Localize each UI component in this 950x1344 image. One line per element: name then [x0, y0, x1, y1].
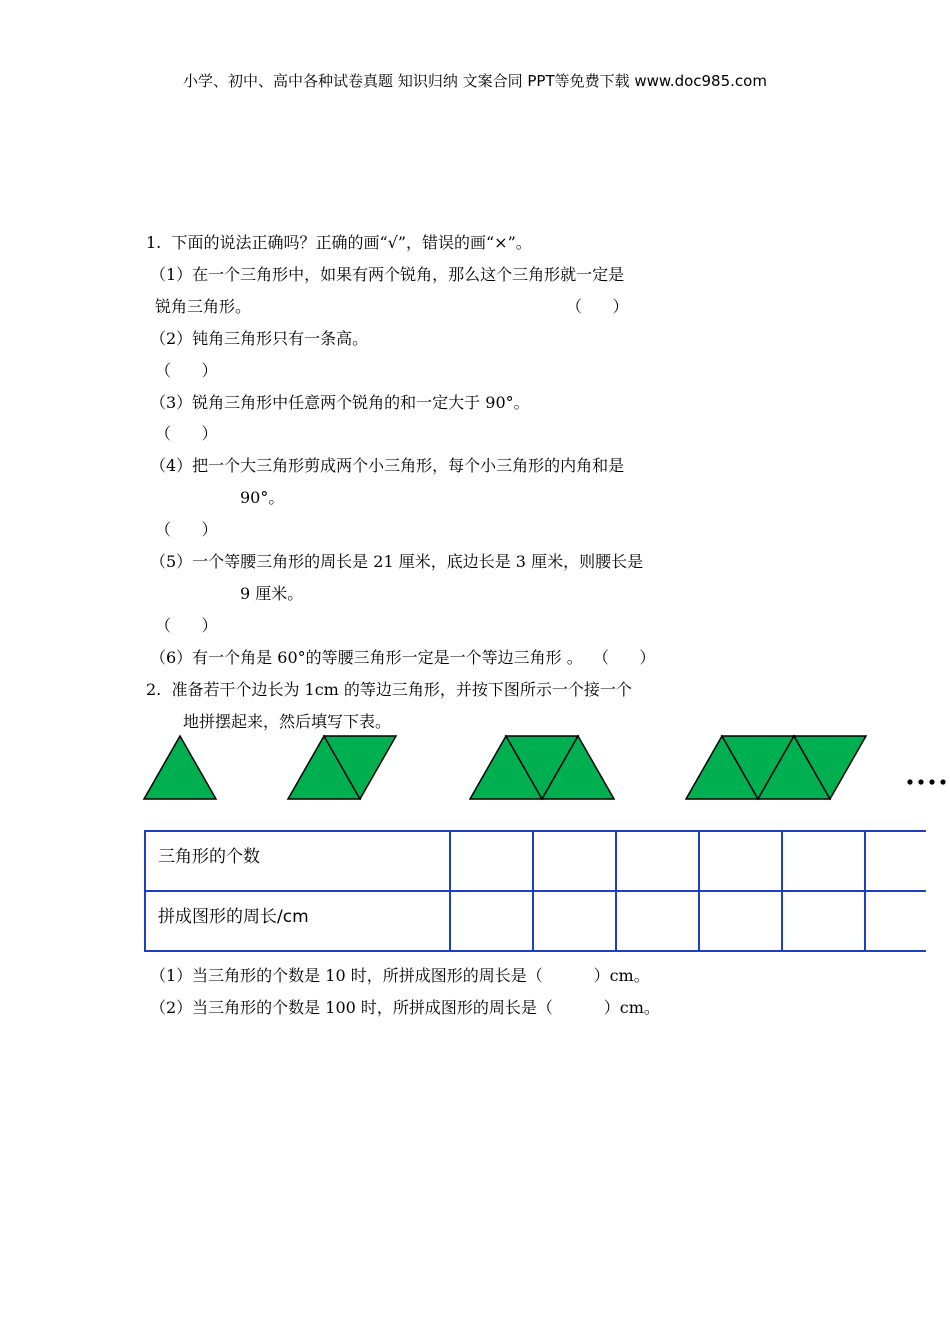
table-cell[interactable] [450, 891, 533, 951]
q2-fill-1: （1）当三角形的个数是 10 时，所拼成图形的周长是（ ）cm。 [150, 966, 650, 985]
table-row1-label: 三角形的个数 [145, 831, 450, 891]
q1-item-1-line2: 锐角三角形。 [155, 297, 252, 316]
question-2-title-line1: 2. 准备若干个边长为 1cm 的等边三角形，并按下图所示一个接一个 [146, 680, 632, 699]
q1-item-4-answer-paren[interactable]: （ ） [155, 520, 218, 539]
q1-item-4-line1: （4）把一个大三角形剪成两个小三角形，每个小三角形的内角和是 [150, 456, 625, 475]
q1-item-1-answer-paren[interactable]: （ ） [566, 297, 629, 316]
table-cell[interactable] [450, 831, 533, 891]
q1-item-2-line1: （2）钝角三角形只有一条高。 [150, 329, 369, 348]
table-cell[interactable] [865, 831, 926, 891]
q1-item-5-line2: 9 厘米。 [240, 584, 304, 603]
table-cell[interactable] [782, 831, 865, 891]
table-cell[interactable] [699, 891, 782, 951]
page-header: 小学、初中、高中各种试卷真题 知识归纳 文案合同 PPT等免费下载 www.doc985.com [183, 72, 767, 90]
figure-1-triangle [144, 736, 216, 799]
triangle-perimeter-table [144, 830, 926, 952]
table-cell[interactable] [699, 831, 782, 891]
q1-item-6-line1: （6）有一个角是 60°的等腰三角形一定是一个等边三角形 。 （ ） [150, 648, 656, 667]
figure-2-triangles [288, 736, 396, 799]
table-row-perimeter [145, 891, 926, 951]
table-row2-label: 拼成图形的周长/cm [145, 891, 450, 951]
question-1-title: 1. 下面的说法正确吗？正确的画“√”，错误的画“×”。 [146, 233, 532, 252]
q1-item-1-line1: （1）在一个三角形中，如果有两个锐角，那么这个三角形就一定是 [150, 265, 625, 284]
q1-item-4-line2: 90°。 [240, 488, 285, 507]
figure-4-triangles [686, 736, 866, 799]
question-2-title-line2: 地拼摆起来，然后填写下表。 [183, 712, 392, 731]
q1-item-2-answer-paren[interactable]: （ ） [155, 361, 218, 380]
table-row-triangle-count [145, 831, 926, 891]
triangle-sequence-figure [0, 730, 950, 805]
table-cell[interactable] [616, 831, 699, 891]
table-cell[interactable] [616, 891, 699, 951]
q1-item-3-line1: （3）锐角三角形中任意两个锐角的和一定大于 90°。 [150, 393, 530, 412]
q1-item-5-answer-paren[interactable]: （ ） [155, 616, 218, 635]
q2-fill-2: （2）当三角形的个数是 100 时，所拼成图形的周长是（ ）cm。 [150, 998, 660, 1017]
table-cell[interactable] [782, 891, 865, 951]
ellipsis-dots-icon [907, 779, 945, 784]
q1-item-5-line1: （5）一个等腰三角形的周长是 21 厘米，底边长是 3 厘米，则腰长是 [150, 552, 644, 571]
q1-item-3-answer-paren[interactable]: （ ） [155, 424, 218, 443]
figure-3-triangles [470, 736, 614, 799]
table-cell[interactable] [533, 891, 616, 951]
table-cell[interactable] [533, 831, 616, 891]
table-cell[interactable] [865, 891, 926, 951]
